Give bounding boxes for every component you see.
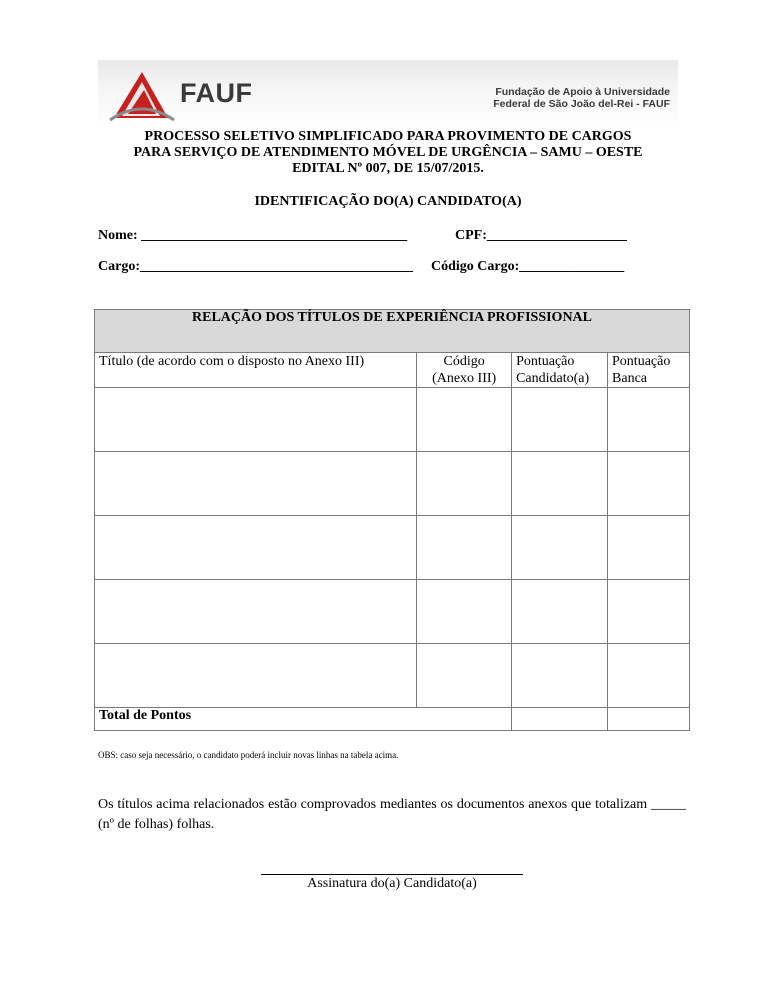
foundation-name xyxy=(493,86,670,110)
col-header-pontuacao-candidato xyxy=(512,353,608,388)
col-header-pont-cand-line1: Pontuação xyxy=(516,354,575,369)
cell-pontuacao-candidato[interactable] xyxy=(512,644,608,708)
cell-codigo[interactable] xyxy=(417,452,512,516)
cell-pontuacao-banca[interactable] xyxy=(608,388,690,452)
total-pontuacao-banca[interactable] xyxy=(608,708,690,731)
cell-pontuacao-banca[interactable] xyxy=(608,644,690,708)
statement-paragraph: Os títulos acima relacionados estão comprovados mediantes os documentos anexos que totalizam _____ (nº de folhas) folhas. xyxy=(98,797,686,832)
cell-titulo[interactable] xyxy=(95,516,417,580)
table-title-row xyxy=(95,310,690,353)
foundation-line-1: Fundação de Apoio à Universidade xyxy=(495,86,670,98)
cpf-field[interactable]: CPF:____________________ xyxy=(455,228,627,243)
total-row xyxy=(95,708,690,731)
signature-label: Assinatura do(a) Candidato(a) xyxy=(307,876,477,891)
title-line-3: EDITAL Nº 007, DE 15/07/2015. xyxy=(292,161,484,176)
header-banner xyxy=(98,60,678,128)
cell-codigo[interactable] xyxy=(417,580,512,644)
col-header-pont-cand-line2: Candidato(a) xyxy=(516,371,590,386)
table-row xyxy=(95,580,690,644)
table-row xyxy=(95,388,690,452)
table-row xyxy=(95,452,690,516)
total-label: Total de Pontos xyxy=(95,708,512,731)
fauf-logo-icon xyxy=(108,68,176,124)
table-row xyxy=(95,516,690,580)
table-title: RELAÇÃO DOS TÍTULOS DE EXPERIÊNCIA PROFISSIONAL xyxy=(95,310,690,353)
col-header-pontuacao-banca xyxy=(608,353,690,388)
cell-titulo[interactable] xyxy=(95,388,417,452)
cell-pontuacao-banca[interactable] xyxy=(608,452,690,516)
col-header-codigo-line2: (Anexo III) xyxy=(432,371,497,386)
cell-codigo[interactable] xyxy=(417,644,512,708)
foundation-line-2: Federal de São João del-Rei - FAUF xyxy=(493,98,670,110)
cell-titulo[interactable] xyxy=(95,452,417,516)
title-line-1: PROCESSO SELETIVO SIMPLIFICADO PARA PROVIMENTO DE CARGOS xyxy=(144,129,632,144)
col-header-pont-banca-line2: Banca xyxy=(612,371,647,386)
identification-heading: IDENTIFICAÇÃO DO(A) CANDIDATO(A) xyxy=(254,194,522,209)
cell-pontuacao-banca[interactable] xyxy=(608,580,690,644)
cell-codigo[interactable] xyxy=(417,516,512,580)
title-line-2: PARA SERVIÇO DE ATENDIMENTO MÓVEL DE URGÊNCIA – SAMU – OESTE xyxy=(133,145,643,160)
titles-table xyxy=(94,309,690,731)
codigo-cargo-field[interactable]: Código Cargo:_______________ xyxy=(431,259,625,274)
nome-field[interactable]: Nome: ______________________________________ xyxy=(98,228,408,243)
cell-codigo[interactable] xyxy=(417,388,512,452)
cell-titulo[interactable] xyxy=(95,580,417,644)
col-header-pont-banca-line1: Pontuação xyxy=(612,354,671,369)
obs-note: OBS: caso seja necessário, o candidato poderá incluir novas linhas na tabela acima. xyxy=(98,750,399,760)
table-header-row xyxy=(95,353,690,388)
cell-pontuacao-candidato[interactable] xyxy=(512,452,608,516)
logo-wordmark: FAUF xyxy=(180,78,253,108)
cell-pontuacao-candidato[interactable] xyxy=(512,388,608,452)
col-header-codigo-line1: Código xyxy=(443,354,485,369)
table-row xyxy=(95,644,690,708)
cell-pontuacao-candidato[interactable] xyxy=(512,516,608,580)
cell-titulo[interactable] xyxy=(95,644,417,708)
document-title xyxy=(98,129,678,177)
col-header-codigo xyxy=(417,353,512,388)
total-pontuacao-candidato[interactable] xyxy=(512,708,608,731)
cargo-field[interactable]: Cargo:_______________________________________ xyxy=(98,259,413,274)
cell-pontuacao-banca[interactable] xyxy=(608,516,690,580)
signature-line[interactable] xyxy=(261,860,523,875)
col-header-titulo: Título (de acordo com o disposto no Anexo III) xyxy=(95,353,417,388)
cell-pontuacao-candidato[interactable] xyxy=(512,580,608,644)
